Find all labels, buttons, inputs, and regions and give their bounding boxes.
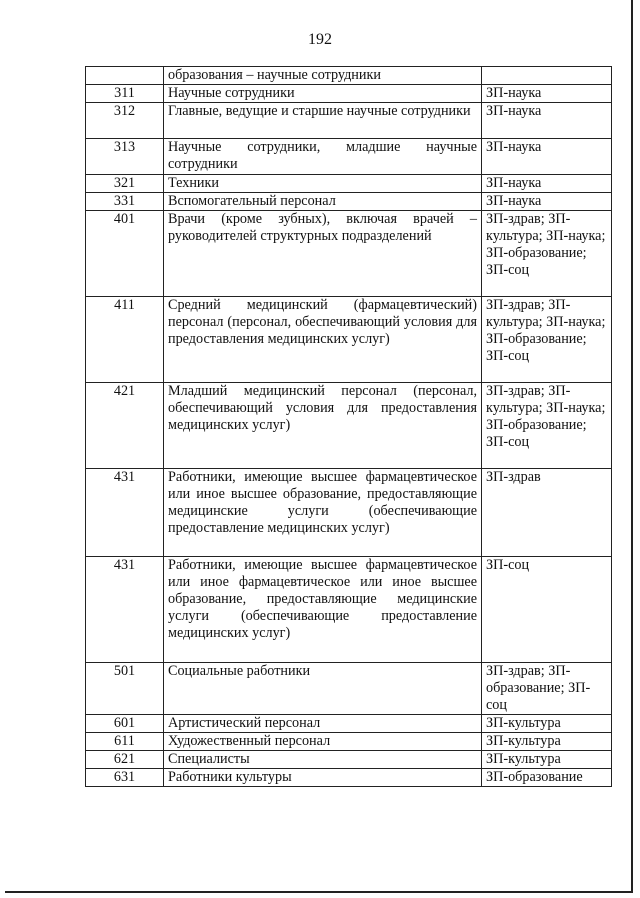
table-row [86, 383, 612, 469]
row-name: Научные сотрудники [164, 85, 482, 103]
row-code: 311 [86, 85, 164, 103]
table-row [86, 139, 612, 175]
row-name: Артистический персонал [164, 715, 482, 733]
row-code: 411 [86, 297, 164, 383]
row-category: ЗП-наука [482, 103, 612, 139]
row-code: 431 [86, 557, 164, 663]
row-name: Специалисты [164, 751, 482, 769]
row-category: ЗП-наука [482, 175, 612, 193]
row-name: образования – научные сотрудники [164, 67, 482, 85]
row-code: 631 [86, 769, 164, 787]
row-category: ЗП-здрав; ЗП-образование; ЗП-соц [482, 663, 612, 715]
row-category: ЗП-соц [482, 557, 612, 663]
row-code: 421 [86, 383, 164, 469]
row-name: Работники, имеющие высшее фармацевтическое или иное высшее образование, предоставляющие медицинские услуги (обеспечивающие предоставление медицинских услуг) [164, 469, 482, 557]
table-row [86, 193, 612, 211]
table-row [86, 715, 612, 733]
row-category [482, 67, 612, 85]
table-row [86, 85, 612, 103]
row-category: ЗП-культура [482, 715, 612, 733]
row-code [86, 67, 164, 85]
row-category: ЗП-здрав; ЗП-культура; ЗП-наука; ЗП-образование; ЗП-соц [482, 383, 612, 469]
row-code: 621 [86, 751, 164, 769]
table-row [86, 67, 612, 85]
row-name: Работники, имеющие высшее фармацевтическое или иное фармацевтическое или иное высшее образование, предоставляющие медицинские услуги (обеспечивающие предоставление медицинских услуг) [164, 557, 482, 663]
row-name: Главные, ведущие и старшие научные сотрудники [164, 103, 482, 139]
row-category: ЗП-наука [482, 139, 612, 175]
row-name: Техники [164, 175, 482, 193]
row-category: ЗП-наука [482, 85, 612, 103]
table-row [86, 557, 612, 663]
row-category: ЗП-культура [482, 733, 612, 751]
page-number: 192 [308, 31, 332, 48]
table-row [86, 469, 612, 557]
row-code: 601 [86, 715, 164, 733]
row-code: 313 [86, 139, 164, 175]
row-name: Младший медицинский персонал (персонал, обеспечивающий условия для предоставления медицинских услуг) [164, 383, 482, 469]
row-category: ЗП-здрав [482, 469, 612, 557]
row-name: Средний медицинский (фармацевтический) персонал (персонал, обеспечивающий условия для предоставления медицинских услуг) [164, 297, 482, 383]
row-category: ЗП-здрав; ЗП-культура; ЗП-наука; ЗП-образование; ЗП-соц [482, 211, 612, 297]
row-name: Вспомогательный персонал [164, 193, 482, 211]
table-row [86, 103, 612, 139]
row-category: ЗП-культура [482, 751, 612, 769]
table-row [86, 733, 612, 751]
row-code: 321 [86, 175, 164, 193]
row-code: 312 [86, 103, 164, 139]
occupation-table [85, 66, 612, 787]
table-row [86, 211, 612, 297]
row-code: 331 [86, 193, 164, 211]
row-code: 611 [86, 733, 164, 751]
row-name: Работники культуры [164, 769, 482, 787]
row-code: 431 [86, 469, 164, 557]
row-category: ЗП-здрав; ЗП-культура; ЗП-наука; ЗП-образование; ЗП-соц [482, 297, 612, 383]
row-code: 401 [86, 211, 164, 297]
table-row [86, 297, 612, 383]
table-row [86, 175, 612, 193]
row-category: ЗП-образование [482, 769, 612, 787]
table-row [86, 663, 612, 715]
row-code: 501 [86, 663, 164, 715]
table-row [86, 751, 612, 769]
row-name: Социальные работники [164, 663, 482, 715]
row-name: Врачи (кроме зубных), включая врачей – руководителей структурных подразделений [164, 211, 482, 297]
row-name: Научные сотрудники, младшие научные сотрудники [164, 139, 482, 175]
table-row [86, 769, 612, 787]
row-name: Художественный персонал [164, 733, 482, 751]
row-category: ЗП-наука [482, 193, 612, 211]
